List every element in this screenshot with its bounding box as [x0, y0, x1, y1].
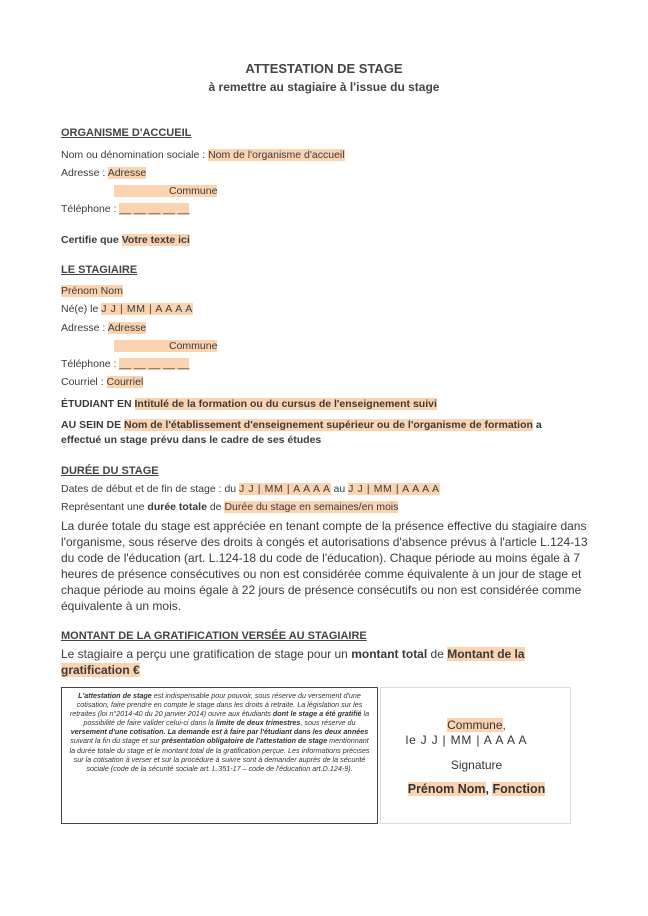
- notice-text-1: est indispensable pour pouvoir, sous réserve du versement d'une cotisation, faire prendre en compte le stage dans les droits à retraite. La législation sur les retraites (loi n°2014-40 du 20 janvier 2014) ouvre aux étudiants: [69, 691, 363, 719]
- gratification-text: [61, 646, 541, 678]
- org-name-line: [61, 149, 345, 161]
- signatory-function-field[interactable]: Fonction: [492, 782, 546, 796]
- intern-commune-line: [114, 340, 217, 352]
- within-line: [61, 419, 542, 431]
- intern-commune-field[interactable]: Commune: [169, 340, 218, 352]
- date-end-field[interactable]: J J | MM | A A A A: [348, 483, 440, 495]
- gratification-bold: montant total: [351, 647, 428, 661]
- intern-address-field[interactable]: Adresse: [107, 322, 147, 334]
- total-de: de: [206, 501, 225, 513]
- signatory-line: [381, 782, 572, 796]
- intern-phone-label: Téléphone :: [61, 358, 120, 370]
- org-commune-line: [114, 185, 217, 197]
- dates-line: [61, 483, 440, 495]
- notice-text-2: la possibilité de faire valider celui-ci dans la: [83, 709, 370, 728]
- intern-name-field[interactable]: Prénom Nom: [61, 285, 123, 297]
- intern-born-line: [61, 303, 193, 315]
- total-pre: Représentant une: [61, 501, 148, 513]
- org-name-label: Nom ou dénomination sociale :: [61, 149, 209, 161]
- signature-commune-line: [381, 718, 572, 732]
- intern-email-label: Courriel :: [61, 376, 107, 388]
- org-postcode-field[interactable]: [114, 185, 169, 197]
- notice-bold-4: versement d'une cotisation. La demande est à faire par l'étudiant dans les deux années: [70, 727, 369, 737]
- signature-comma: ,: [502, 718, 506, 732]
- student-line: [61, 398, 437, 410]
- notice-text-5: mentionnant la durée totale du stage et le montant total de la gratification perçue. Les informations précises sur la cotisation à verser et sur la procédure à suivre sont à demander auprès de la sécurité sociale (code de la sécurité sociale art. L.351-17 – code de l'éducation art.D.124-9).: [69, 736, 370, 773]
- signature-commune-field[interactable]: Commune: [447, 718, 503, 732]
- signature-box: [380, 687, 571, 824]
- student-field[interactable]: Intitulé de la formation ou du cursus de l'enseignement suivi: [134, 398, 437, 410]
- section-heading-organism: ORGANISME D'ACCUEIL: [61, 127, 192, 139]
- page-subtitle: à remettre au stagiaire à l'issue du stage: [208, 80, 440, 94]
- intern-born-label: Né(e) le: [61, 303, 102, 315]
- section-heading-duration: DURÉE DU STAGE: [61, 465, 159, 477]
- gratification-field[interactable]: Montant de la gratification €: [61, 647, 525, 677]
- within-field[interactable]: Nom de l'établissement d'enseignement supérieur ou de l'organisme de formation: [124, 419, 533, 431]
- total-bold: durée totale: [147, 501, 207, 513]
- intern-name-line: [61, 285, 123, 297]
- intern-email-line: [61, 376, 143, 388]
- intern-address-line: [61, 322, 146, 334]
- notice-bold-1: L'attestation de stage: [78, 691, 152, 700]
- section-heading-intern: LE STAGIAIRE: [61, 264, 138, 276]
- student-label: ÉTUDIANT EN: [61, 398, 135, 410]
- within-line-2: effectué un stage prévu dans le cadre de ses études: [61, 434, 322, 446]
- intern-born-field[interactable]: J J | MM | A A A A: [101, 303, 193, 315]
- org-name-field[interactable]: Nom de l'organisme d'accueil: [208, 149, 345, 161]
- notice-text-4: suivant la fin du stage et sur: [70, 736, 162, 746]
- org-phone-field[interactable]: __ __ __ __ __: [119, 203, 190, 215]
- retirement-notice-box: [61, 687, 378, 824]
- intern-phone-line: [61, 358, 189, 370]
- intern-postcode-field[interactable]: [114, 340, 169, 352]
- intern-address-label: Adresse :: [61, 322, 108, 334]
- org-address-label: Adresse :: [61, 167, 108, 179]
- signatory-sep: ,: [485, 782, 493, 796]
- section-heading-gratification: MONTANT DE LA GRATIFICATION VERSÉE AU STAGIAIRE: [61, 630, 367, 642]
- org-phone-label: Téléphone :: [61, 203, 120, 215]
- org-commune-field[interactable]: Commune: [169, 185, 218, 197]
- dates-au: au: [330, 483, 349, 495]
- gratification-pre: Le stagiaire a perçu une gratification de stage pour un: [61, 647, 352, 661]
- signature-label: Signature: [450, 758, 503, 772]
- total-duration-field[interactable]: Durée du stage en semaines/en mois: [224, 501, 399, 513]
- intern-phone-field[interactable]: __ __ __ __ __: [119, 358, 190, 370]
- certify-line: [61, 234, 190, 246]
- notice-bold-2: dont le stage a été gratifié: [272, 709, 362, 719]
- within-suffix: a: [532, 419, 542, 431]
- signature-date[interactable]: le J J | MM | A A A A: [405, 733, 528, 747]
- org-address-field[interactable]: Adresse: [107, 167, 147, 179]
- notice-text-3: , sous réserve du: [300, 718, 356, 728]
- gratification-de: de: [427, 647, 448, 661]
- dates-label: Dates de début et de fin de stage : du: [61, 483, 240, 495]
- date-start-field[interactable]: J J | MM | A A A A: [239, 483, 331, 495]
- org-address-line: [61, 167, 146, 179]
- signatory-name-field[interactable]: Prénom Nom: [407, 782, 486, 796]
- certify-field[interactable]: Votre texte ici: [121, 234, 190, 246]
- intern-email-field[interactable]: Courriel: [106, 376, 144, 388]
- org-phone-line: [61, 203, 189, 215]
- total-line: [61, 501, 398, 513]
- duration-paragraph: La durée totale du stage est appréciée en tenant compte de la présence effective du stagiaire dans l'organisme, sous réserve des droits à congés et autorisations d'absence prévus à l'article L.124-13 du code de l'éducation (art. L.124-18 du code de l'éducation). Chaque période au moins égale à 7 heures de présence consécutives ou non est considérée comme équivalente à un jour de stage et chaque période au moins égale à 22 jours de présence consécutifs ou non est considérée comme équivalente à un mois.: [61, 519, 588, 613]
- page-title: ATTESTATION DE STAGE: [245, 61, 403, 76]
- notice-bold-3: limite de deux trimestres: [215, 718, 301, 728]
- notice-bold-5: présentation obligatoire de l'attestation de stage: [161, 736, 328, 746]
- certify-label: Certifie que: [61, 234, 122, 246]
- within-label: AU SEIN DE: [61, 419, 125, 431]
